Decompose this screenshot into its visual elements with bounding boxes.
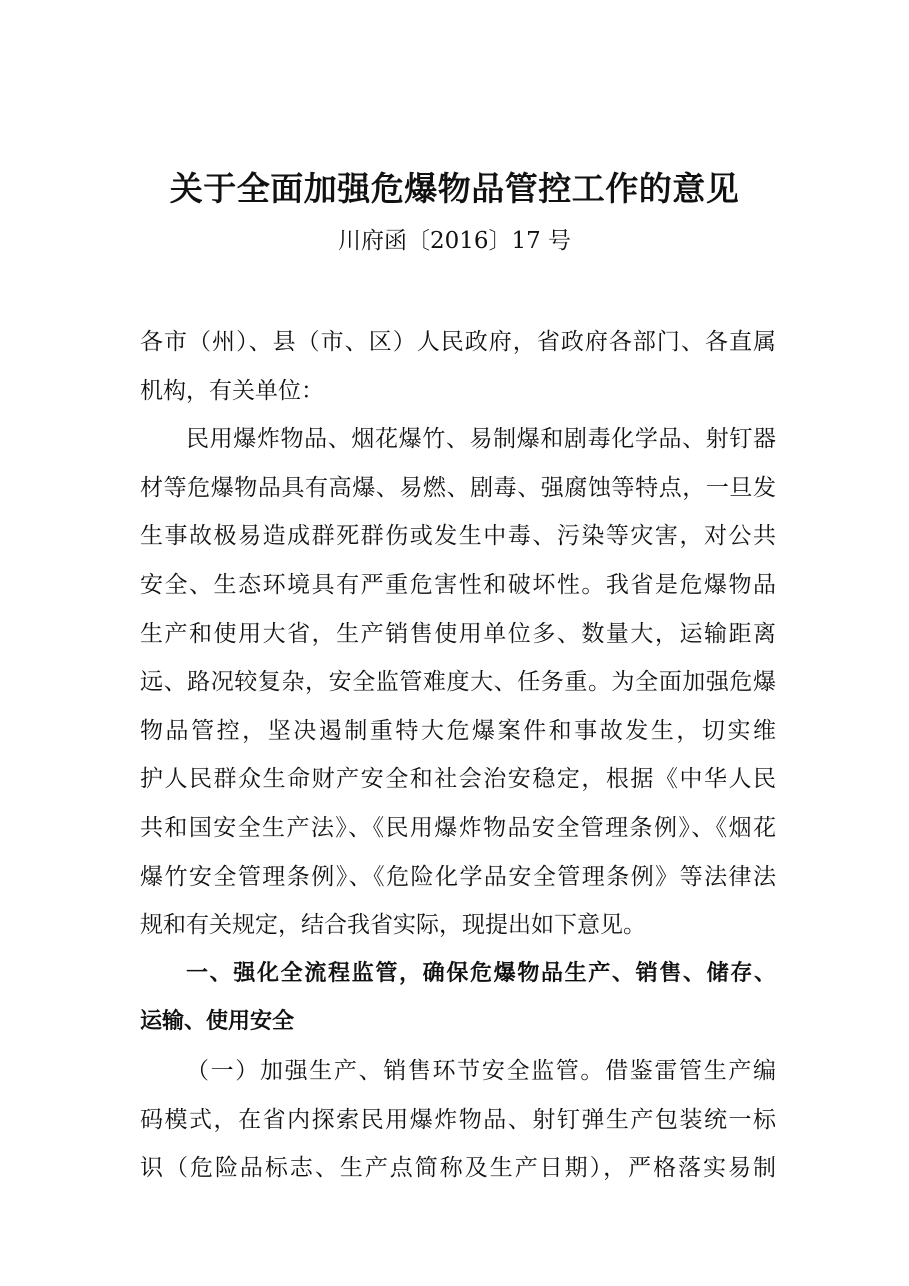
intro-line: 共和国安全生产法》、《民用爆炸物品安全管理条例》、《烟花 [140, 814, 776, 841]
intro-line: 生事故极易造成群死群伤或发生中毒、污染等灾害，对公共 [140, 523, 776, 550]
document-body [140, 318, 776, 1193]
item-line: 识（危险品标志、生产点简称及生产日期），严格落实易制 [140, 1155, 776, 1182]
section-heading: 运输、使用安全 [140, 1009, 295, 1035]
intro-line: 护人民群众生命财产安全和社会治安稳定，根据《中华人民 [140, 766, 776, 793]
addressee-line: 机构，有关单位： [140, 377, 324, 404]
intro-line: 生产和使用大省，生产销售使用单位多、数量大，运输距离 [140, 620, 776, 647]
document-title: 关于全面加强危爆物品管控工作的意见 [169, 169, 740, 208]
intro-line: 物品管控，坚决遏制重特大危爆案件和事故发生，切实维 [140, 717, 776, 744]
intro-line: 材等危爆物品具有高爆、易燃、剧毒、强腐蚀等特点，一旦发 [140, 474, 776, 501]
section-heading: 一、强化全流程监管，确保危爆物品生产、销售、储存、 [186, 960, 776, 986]
item-line: 码模式，在省内探索民用爆炸物品、射钉弹生产包装统一标 [140, 1106, 776, 1133]
intro-line: 安全、生态环境具有严重危害性和破坏性。我省是危爆物品 [140, 571, 776, 598]
intro-line: 爆竹安全管理条例》、《危险化学品安全管理条例》等法律法 [140, 863, 776, 890]
document-number: 川府函〔2016〕17 号 [337, 228, 572, 254]
intro-line: 远、路况较复杂，安全监管难度大、任务重。为全面加强危爆 [140, 669, 776, 696]
intro-line: 规和有关规定，结合我省实际，现提出如下意见。 [140, 912, 646, 939]
intro-line: 民用爆炸物品、烟花爆竹、易制爆和剧毒化学品、射钉器 [186, 426, 776, 453]
item-line: （一）加强生产、销售环节安全监管。借鉴雷管生产编 [186, 1057, 776, 1084]
addressee-line: 各市（州）、县（市、区）人民政府，省政府各部门、各直属 [140, 329, 776, 355]
